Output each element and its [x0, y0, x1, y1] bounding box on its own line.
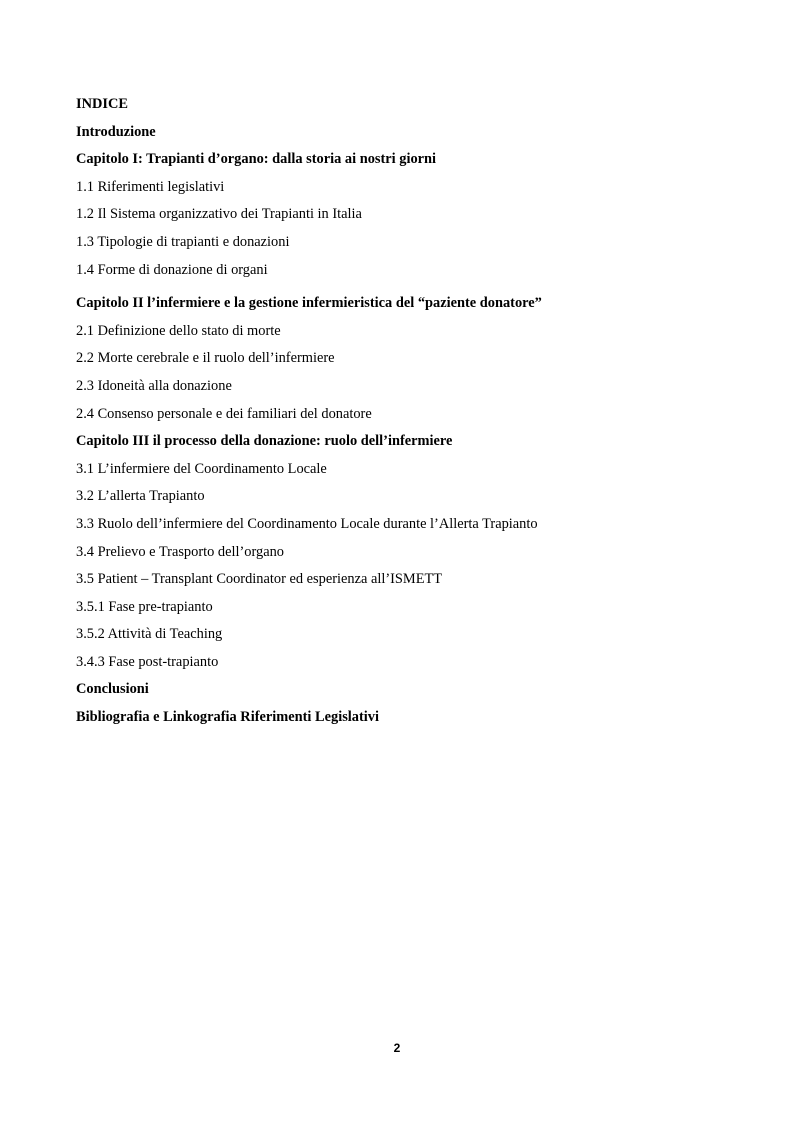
page-number: 2 — [393, 1041, 401, 1055]
toc-chapter-1-title: Capitolo I: Trapianti d’organo: dalla storia ai nostri giorni — [76, 151, 437, 168]
toc-item: 3.2 L’allerta Trapianto — [76, 488, 205, 505]
toc-item: 3.5.1 Fase pre-trapianto — [76, 598, 213, 615]
toc-heading: INDICE — [76, 96, 128, 112]
toc-item: 3.4.3 Fase post-trapianto — [76, 653, 219, 670]
toc-item: 1.3 Tipologie di trapianti e donazioni — [76, 233, 290, 250]
toc-item: 3.3 Ruolo dell’infermiere del Coordinamento Locale durante l’Allerta Trapianto — [76, 515, 538, 532]
toc-chapter-3-title: Capitolo III il processo della donazione: ruolo dell’infermiere — [76, 433, 453, 450]
table-of-contents — [76, 93, 756, 734]
toc-item: 3.5 Patient – Transplant Coordinator ed esperienza all’ISMETT — [76, 571, 443, 588]
toc-item: 3.5.2 Attività di Teaching — [76, 626, 223, 643]
toc-introduzione: Introduzione — [76, 123, 156, 140]
toc-item: 1.4 Forme di donazione di organi — [76, 261, 268, 278]
toc-item: 3.4 Prelievo e Trasporto dell’organo — [76, 543, 284, 560]
toc-item: 1.2 Il Sistema organizzativo dei Trapianti in Italia — [76, 206, 362, 223]
toc-conclusioni: Conclusioni — [76, 681, 149, 698]
toc-item: 1.1 Riferimenti legislativi — [76, 178, 225, 195]
toc-item: 2.4 Consenso personale e dei familiari del donatore — [76, 405, 372, 422]
toc-bibliografia: Bibliografia e Linkografia Riferimenti Legislativi — [76, 709, 379, 726]
toc-item: 2.1 Definizione dello stato di morte — [76, 322, 281, 339]
toc-chapter-2-title: Capitolo II l’infermiere e la gestione infermieristica del “paziente donatore” — [76, 295, 542, 312]
toc-item: 2.3 Idoneità alla donazione — [76, 377, 232, 394]
toc-item: 3.1 L’infermiere del Coordinamento Locale — [76, 460, 327, 477]
toc-item: 2.2 Morte cerebrale e il ruolo dell’infermiere — [76, 350, 335, 367]
